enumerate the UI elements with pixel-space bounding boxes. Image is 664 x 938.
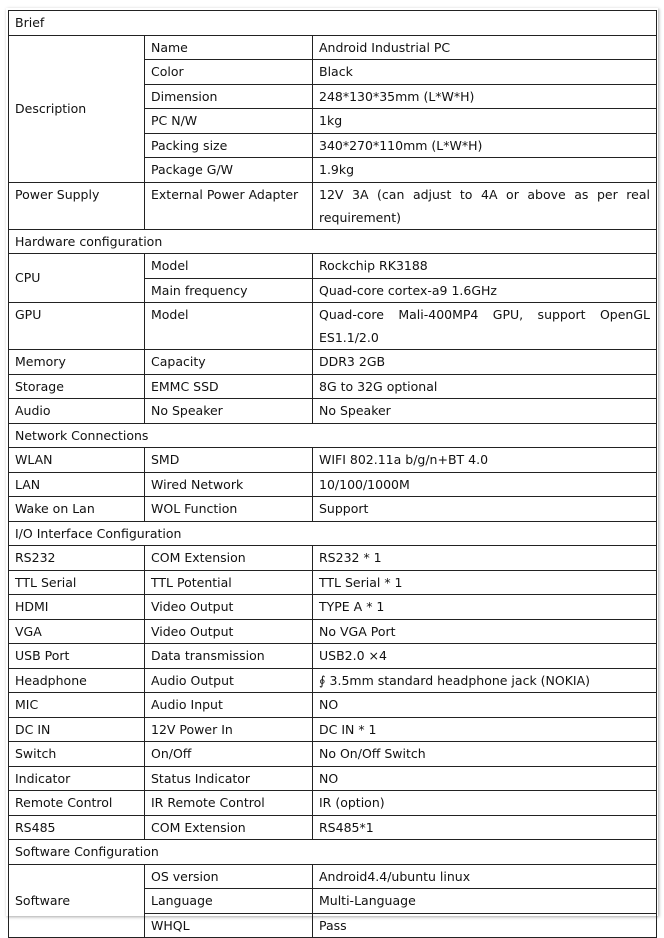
row-label-mic: MIC — [9, 693, 145, 718]
spec-name: TTL Potential — [145, 570, 313, 595]
table-row — [9, 717, 657, 742]
spec-value: 1.9kg — [313, 158, 657, 183]
spec-value: NO — [313, 766, 657, 791]
row-label-power-supply: Power Supply — [9, 182, 145, 229]
spec-value: NO — [313, 693, 657, 718]
table-row — [9, 472, 657, 497]
table-row — [9, 644, 657, 669]
spec-value: TTL Serial * 1 — [313, 570, 657, 595]
spec-name: Capacity — [145, 350, 313, 375]
spec-name: EMMC SSD — [145, 374, 313, 399]
spec-name: Video Output — [145, 595, 313, 620]
spec-value: USB2.0 ×4 — [313, 644, 657, 669]
row-label-remote-control: Remote Control — [9, 791, 145, 816]
spec-name: Packing size — [145, 133, 313, 158]
spec-name: PC N/W — [145, 109, 313, 134]
section-title-hardware: Hardware configuration — [9, 229, 657, 254]
row-label-description: Description — [9, 35, 145, 182]
row-label-headphone: Headphone — [9, 668, 145, 693]
spec-value: 10/100/1000M — [313, 472, 657, 497]
table-row — [9, 254, 657, 279]
spec-name: Video Output — [145, 619, 313, 644]
spec-name: Audio Output — [145, 668, 313, 693]
table-row — [9, 570, 657, 595]
row-label-cpu: CPU — [9, 254, 145, 303]
spec-value: Support — [313, 497, 657, 522]
spec-value: RS232 * 1 — [313, 546, 657, 571]
section-row-hardware — [9, 229, 657, 254]
section-row-software — [9, 840, 657, 865]
spec-value: Pass — [313, 913, 657, 938]
spec-name: External Power Adapter — [145, 182, 313, 229]
spec-name: On/Off — [145, 742, 313, 767]
spec-name: Audio Input — [145, 693, 313, 718]
table-row — [9, 595, 657, 620]
row-label-usb-port: USB Port — [9, 644, 145, 669]
section-title-brief: Brief — [9, 11, 657, 36]
table-row — [9, 303, 657, 350]
spec-value: DC IN * 1 — [313, 717, 657, 742]
spec-value: Android4.4/ubuntu linux — [313, 864, 657, 889]
table-row — [9, 693, 657, 718]
table-row — [9, 374, 657, 399]
spec-value: DDR3 2GB — [313, 350, 657, 375]
section-title-software: Software Configuration — [9, 840, 657, 865]
spec-value: RS485*1 — [313, 815, 657, 840]
row-label-wlan: WLAN — [9, 448, 145, 473]
spec-name: No Speaker — [145, 399, 313, 424]
table-row — [9, 497, 657, 522]
spec-name: IR Remote Control — [145, 791, 313, 816]
table-row — [9, 815, 657, 840]
spec-sheet — [6, 8, 658, 933]
spec-value: Multi-Language — [313, 889, 657, 914]
spec-value: 8G to 32G optional — [313, 374, 657, 399]
spec-name: COM Extension — [145, 815, 313, 840]
table-row — [9, 619, 657, 644]
spec-value: Rockchip RK3188 — [313, 254, 657, 279]
spec-name: Status Indicator — [145, 766, 313, 791]
section-row-brief — [9, 11, 657, 36]
spec-name: Main frequency — [145, 278, 313, 303]
spec-name: Dimension — [145, 84, 313, 109]
row-label-vga: VGA — [9, 619, 145, 644]
spec-value-text: 3.5mm standard headphone jack (NOKIA) — [329, 672, 591, 688]
spec-value: 12V 3A (can adjust to 4A or above as per real requirement) — [313, 182, 657, 229]
section-title-io: I/O Interface Configuration — [9, 521, 657, 546]
table-row — [9, 350, 657, 375]
spec-value: 1kg — [313, 109, 657, 134]
spec-table — [8, 10, 657, 938]
row-label-wake-on-lan: Wake on Lan — [9, 497, 145, 522]
spec-name: Wired Network — [145, 472, 313, 497]
spec-value: IR (option) — [313, 791, 657, 816]
row-label-storage: Storage — [9, 374, 145, 399]
spec-name: WOL Function — [145, 497, 313, 522]
spec-value: Quad-core cortex-a9 1.6GHz — [313, 278, 657, 303]
spec-value: No VGA Port — [313, 619, 657, 644]
table-row — [9, 791, 657, 816]
spec-name: Data transmission — [145, 644, 313, 669]
row-label-audio: Audio — [9, 399, 145, 424]
table-row — [9, 546, 657, 571]
row-label-software: Software — [9, 864, 145, 938]
spec-name: Package G/W — [145, 158, 313, 183]
row-label-switch: Switch — [9, 742, 145, 767]
table-row — [9, 742, 657, 767]
spec-name: Name — [145, 35, 313, 60]
headphone-jack-symbol: ∮ — [319, 672, 326, 688]
row-label-lan: LAN — [9, 472, 145, 497]
table-row — [9, 766, 657, 791]
table-row — [9, 864, 657, 889]
spec-name: Model — [145, 303, 313, 350]
spec-name: OS version — [145, 864, 313, 889]
row-label-memory: Memory — [9, 350, 145, 375]
spec-value: 340*270*110mm (L*W*H) — [313, 133, 657, 158]
row-label-hdmi: HDMI — [9, 595, 145, 620]
spec-value: WIFI 802.11a b/g/n+BT 4.0 — [313, 448, 657, 473]
spec-name: COM Extension — [145, 546, 313, 571]
row-label-indicator: Indicator — [9, 766, 145, 791]
spec-value: Android Industrial PC — [313, 35, 657, 60]
table-row — [9, 35, 657, 60]
table-row — [9, 182, 657, 229]
spec-value — [313, 668, 657, 693]
row-label-gpu: GPU — [9, 303, 145, 350]
spec-value: TYPE A * 1 — [313, 595, 657, 620]
row-label-ttl-serial: TTL Serial — [9, 570, 145, 595]
spec-value: No Speaker — [313, 399, 657, 424]
spec-name: SMD — [145, 448, 313, 473]
table-row — [9, 448, 657, 473]
spec-value: Black — [313, 60, 657, 85]
section-title-network: Network Connections — [9, 423, 657, 448]
table-row — [9, 399, 657, 424]
section-row-io — [9, 521, 657, 546]
spec-name: WHQL — [145, 913, 313, 938]
spec-name: Model — [145, 254, 313, 279]
row-label-dc-in: DC IN — [9, 717, 145, 742]
spec-name: Color — [145, 60, 313, 85]
spec-name: 12V Power In — [145, 717, 313, 742]
spec-value: 248*130*35mm (L*W*H) — [313, 84, 657, 109]
section-row-network — [9, 423, 657, 448]
row-label-rs232: RS232 — [9, 546, 145, 571]
row-label-rs485: RS485 — [9, 815, 145, 840]
spec-value: Quad-core Mali-400MP4 GPU, support OpenGL ES1.1/2.0 — [313, 303, 657, 350]
spec-name: Language — [145, 889, 313, 914]
spec-value: No On/Off Switch — [313, 742, 657, 767]
table-row — [9, 668, 657, 693]
